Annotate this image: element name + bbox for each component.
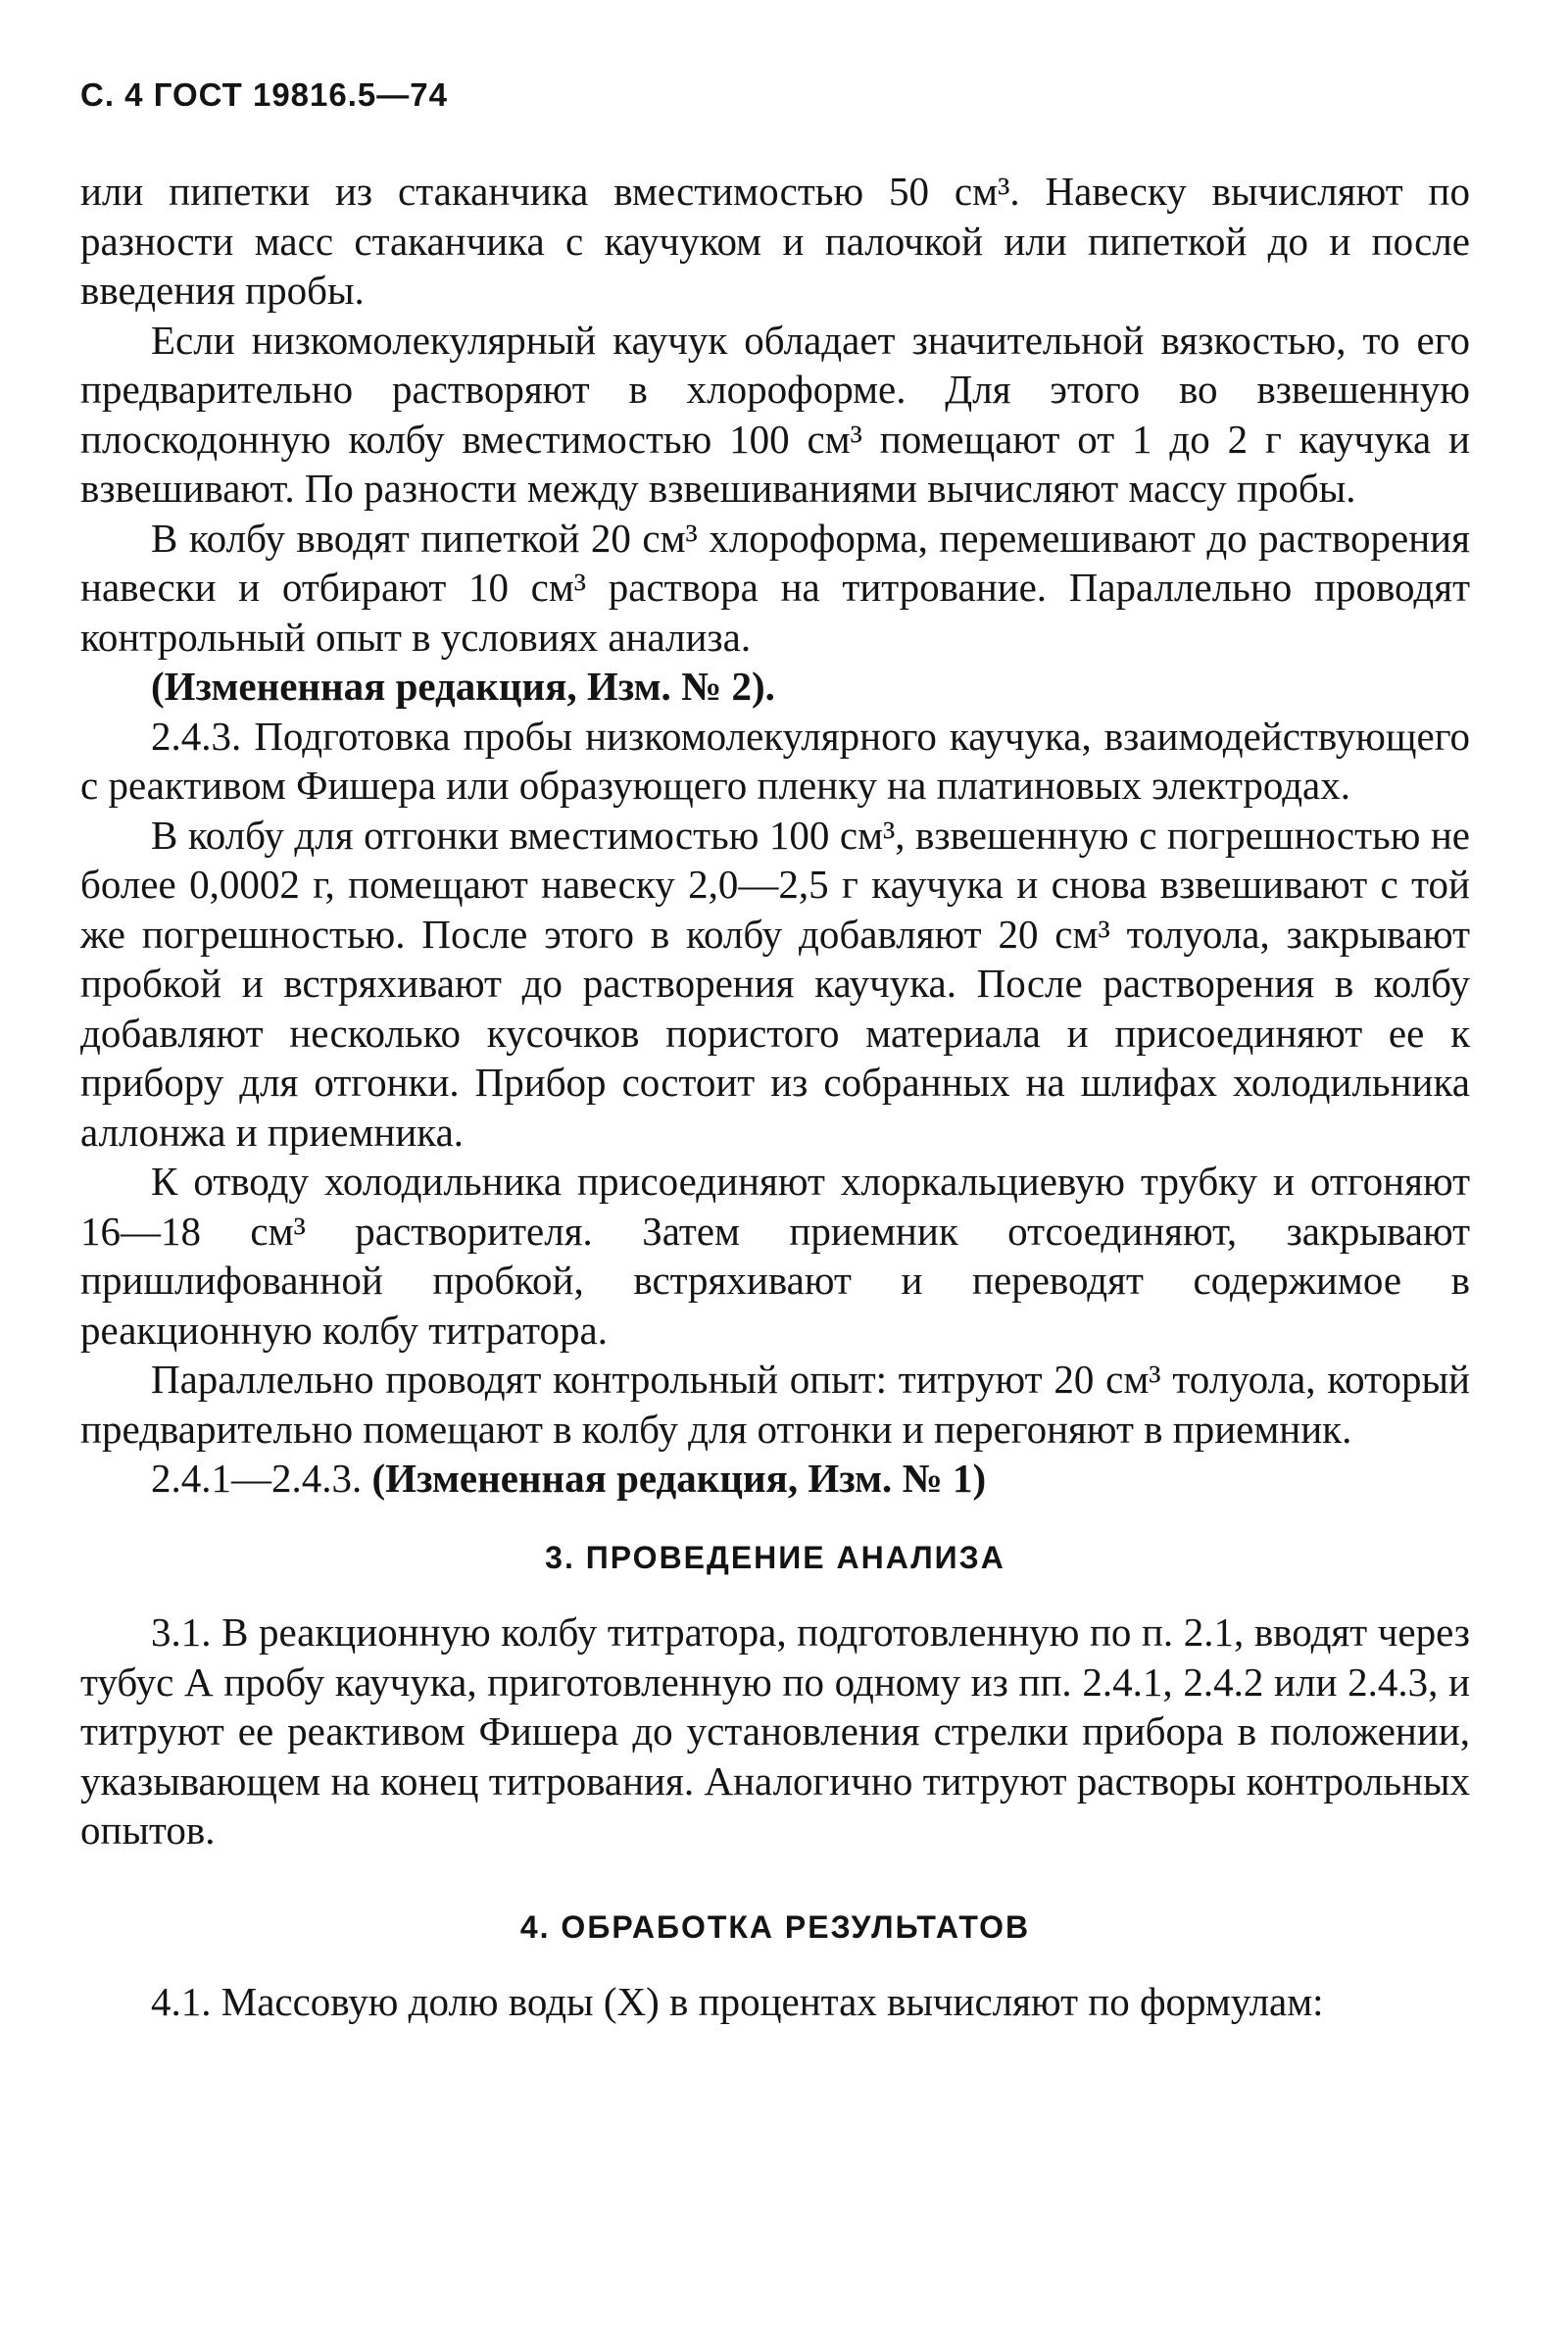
amendment-line xyxy=(80,1454,1470,1504)
paragraph: или пипетки из стаканчика вместимостью 50 см³. Навеску вычисляют по разности масс стаканчика с каучуком и палочкой или пипеткой до и после введения пробы. xyxy=(80,169,1470,313)
document-body xyxy=(80,167,1470,2027)
amendment-note: (Измененная редакция, Изм. № 1) xyxy=(371,1456,987,1501)
paragraph: К отводу холодильника присоединяют хлоркальциевую трубку и отгоняют 16—18 см³ растворителя. Затем приемник отсоединяют, закрывают пришлифованной пробкой, встряхивают и переводят содержимое в реакционную колбу титратора. xyxy=(80,1159,1470,1353)
paragraph: В колбу вводят пипеткой 20 см³ хлороформа, перемешивают до растворения навески и отбирают 10 см³ раствора на титрование. Параллельно проводят контрольный опыт в условиях анализа. xyxy=(80,515,1470,660)
section-heading-4: 4. ОБРАБОТКА РЕЗУЛЬТАТОВ xyxy=(519,1908,1031,1945)
section-heading-3: 3. ПРОВЕДЕНИЕ АНАЛИЗА xyxy=(545,1539,1005,1575)
section-3-1: 3.1. В реакционную колбу титратора, подготовленную по п. 2.1, вводят через тубус А пробу каучука, приготовленную по одному из пп. 2.4.1, 2.4.2 или 2.4.3, и титруют ее реактивом Фишера до установления стрелки прибора в положении, указывающем на конец титрования. Аналогично титруют растворы контрольных опытов. xyxy=(80,1609,1470,1853)
page-header: С. 4 ГОСТ 19816.5—74 xyxy=(80,76,448,113)
paragraph: Если низкомолекулярный каучук обладает значительной вязкостью, то его предварительно растворяют в хлороформе. Для этого во взвешенную плоскодонную колбу вместимостью 100 см³ помещают от 1 до 2 г каучука и взвешивают. По разности между взвешиваниями вычисляют массу пробы. xyxy=(80,317,1470,511)
amendment-range: 2.4.1—2.4.3. xyxy=(151,1456,372,1501)
paragraph: Параллельно проводят контрольный опыт: титруют 20 см³ толуола, который предварительно помещают в колбу для отгонки и перегоняют в приемник. xyxy=(80,1357,1470,1452)
amendment-note: (Измененная редакция, Изм. № 2). xyxy=(151,664,775,709)
section-4-1: 4.1. Массовую долю воды (X) в процентах вычисляют по формулам: xyxy=(151,1979,1324,2024)
section-2-4-3: 2.4.3. Подготовка пробы низкомолекулярного каучука, взаимодействующего с реактивом Фишера или образующего пленку на платиновых электродах. xyxy=(80,713,1470,808)
paragraph: В колбу для отгонки вместимостью 100 см³, взвешенную с погрешностью не более 0,0002 г, помещают навеску 2,0—2,5 г каучука и снова взвешивают с той же погрешностью. После этого в колбу добавляют 20 см³ толуола, закрывают пробкой и встряхивают до растворения каучука. После растворения в колбу добавляют несколько кусочков пористого материала и присоединяют ее к прибору для отгонки. Прибор состоит из собранных на шлифах холодильника аллонжа и приемника. xyxy=(80,812,1470,1155)
